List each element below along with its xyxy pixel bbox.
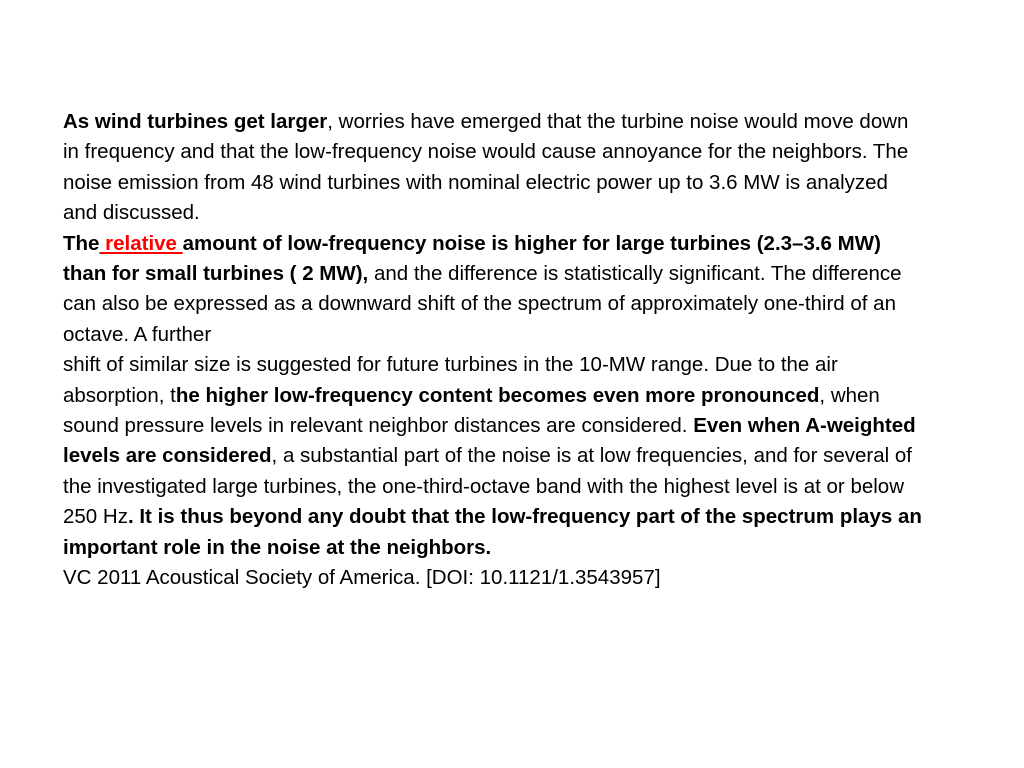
abstract-paragraph-intro <box>63 107 923 229</box>
relative-link[interactable]: relative <box>99 231 183 255</box>
findings-bold-the: The <box>63 231 100 255</box>
continuation-bold-aweighted: Even when A-weighted levels are considered <box>63 414 916 468</box>
findings-bold-claim: amount of low-frequency noise is higher for large turbines (2.3–3.6 MW) than for small turbines ( 2 MW), <box>63 231 881 286</box>
abstract-paragraph-findings <box>63 229 923 351</box>
continuation-text-d: , a substantial part of the noise is at low frequencies, and for several of the investigated large turbines, the one-third-octave band with the highest level is at or below 250 Hz <box>63 444 912 529</box>
intro-bold-lead: As wind turbines get larger <box>63 110 328 133</box>
abstract-text-block <box>63 107 923 594</box>
continuation-bold-content: he higher low-frequency content becomes even more pronounced <box>175 383 820 407</box>
intro-text: , worries have emerged that the turbine noise would move down in frequency and that the low-frequency noise would cause annoyance for the neighbors. The noise emission from 48 wind turbines with nominal electric power up to 3.6 MW is analyzed and discussed. <box>63 110 909 225</box>
continuation-text-c: , when sound pressure levels in relevant neighbor distances are considered. <box>63 383 880 438</box>
citation: VC 2011 Acoustical Society of America. [DOI: 10.1121/1.3543957] <box>63 566 661 590</box>
abstract-paragraph-continuation <box>63 350 923 563</box>
continuation-bold-conclusion: . It is thus beyond any doubt that the low-frequency part of the spectrum plays an important role in the noise at the neighbors. <box>63 505 922 559</box>
continuation-text-b: shift of similar size is suggested for future turbines in the 10-MW range. Due to the air absorption, t <box>63 353 838 407</box>
findings-text-a: and the difference is statistically significant. The difference can also be expressed as a downward shift of the spectrum of approximately one-third of an octave. A further <box>63 262 902 346</box>
